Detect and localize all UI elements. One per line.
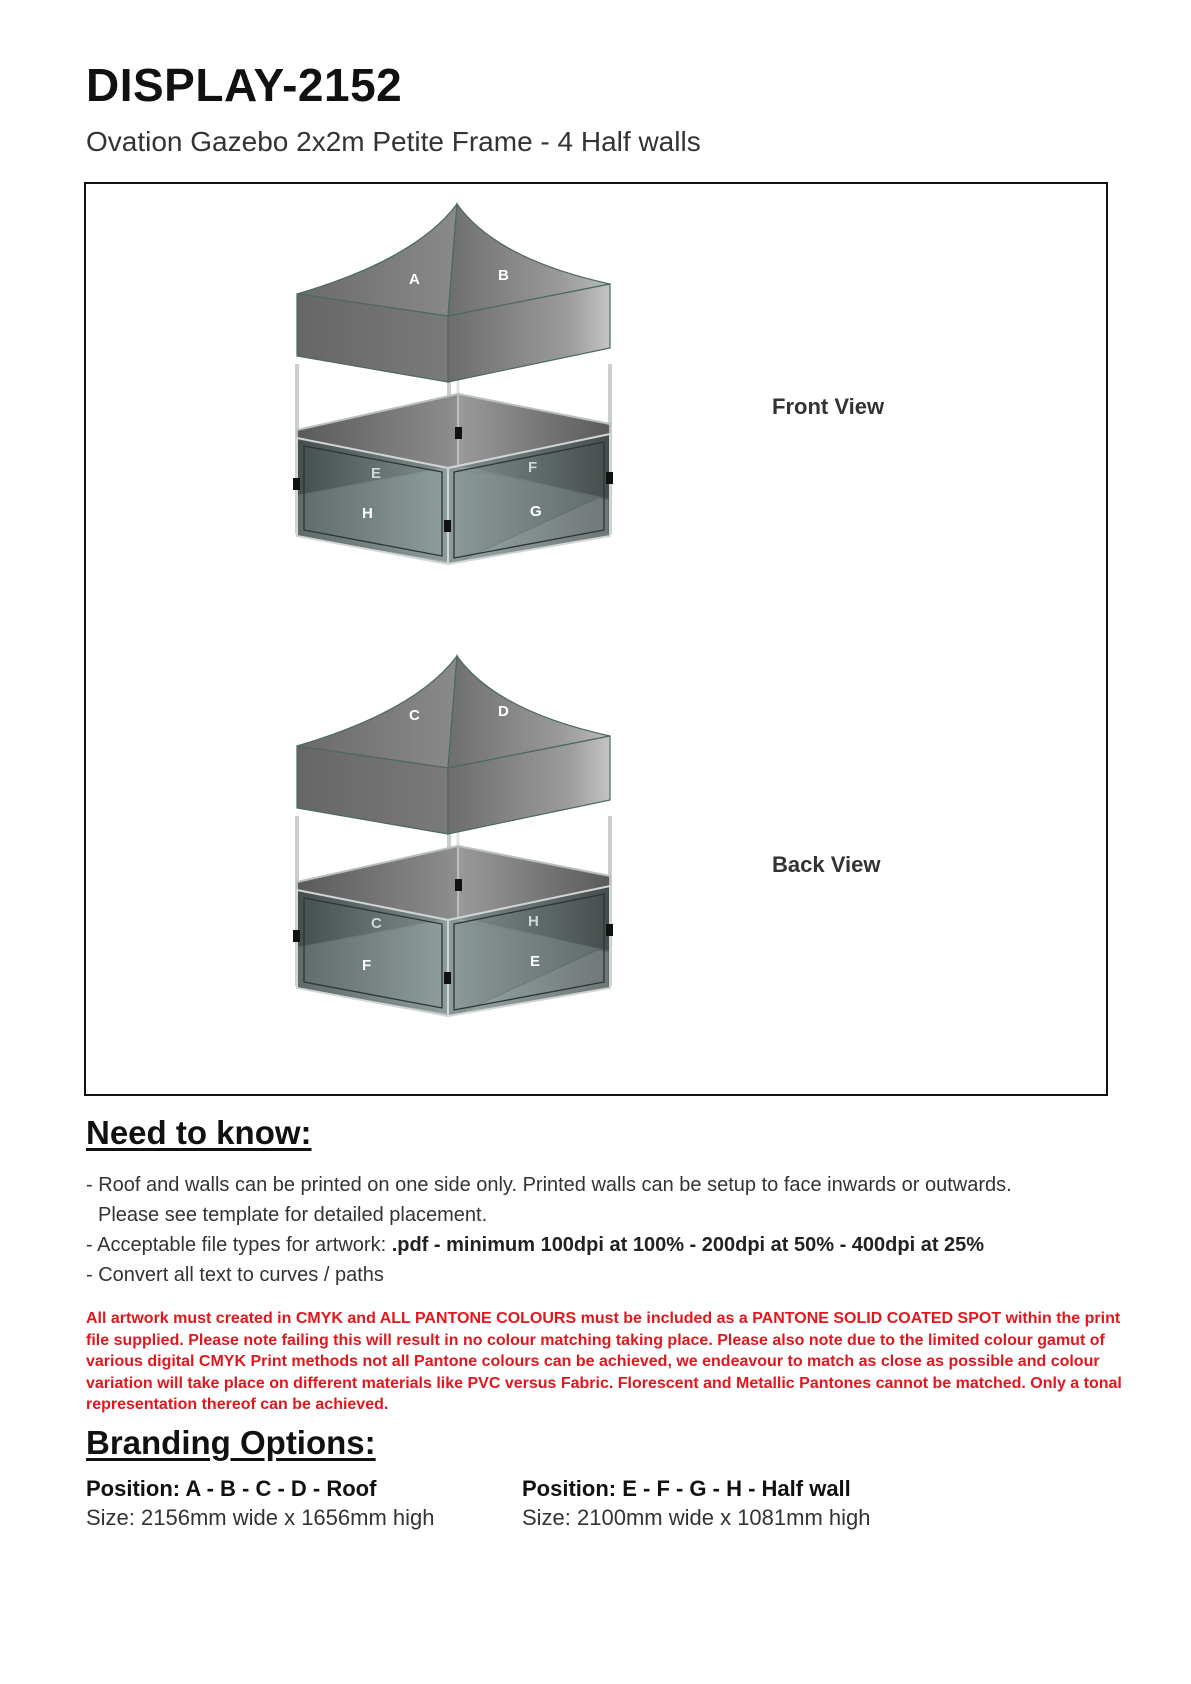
branding-options-heading: Branding Options:	[86, 1424, 376, 1461]
file-types-label: - Acceptable file types for artwork:	[86, 1234, 392, 1256]
list-item: Please see template for detailed placement.	[98, 1204, 488, 1226]
back-view-label: Back View	[772, 852, 881, 877]
wall-label-f: F	[528, 459, 538, 476]
list-item: - Roof and walls can be printed on one side only. Printed walls can be setup to face inwards or outwards.	[86, 1174, 1012, 1196]
back-wall-label-e: E	[530, 953, 541, 970]
wall-label-h: H	[362, 505, 373, 522]
pantone-warning: All artwork must created in CMYK and ALL PANTONE COLOURS must be included as a PANTONE SOLID COATED SPOT within the print file supplied. Please note failing this will result in no colour matching taking place. Please also note due to the limited colour gamut of various digital CMYK Print methods not all Pantone colours can be achieved, we endeavour to match as close as possible and colour variation will take place on different materials like PVC versus Fabric. Florescent and Metallic Pantones cannot be matched. Only a tonal representation thereof can be achieved.	[86, 1310, 1122, 1413]
wall-label-e: E	[371, 465, 382, 482]
front-gazebo	[293, 204, 613, 564]
list-item: - Convert all text to curves / paths	[86, 1264, 384, 1286]
roof-size: Size: 2156mm wide x 1656mm high	[86, 1505, 435, 1530]
need-to-know-list	[86, 1170, 1012, 1290]
document-subtitle: Ovation Gazebo 2x2m Petite Frame - 4 Half walls	[86, 126, 701, 157]
wall-position: Position: E - F - G - H - Half wall	[522, 1476, 851, 1501]
roof-label-a: A	[409, 271, 420, 288]
roof-position: Position: A - B - C - D - Roof	[86, 1476, 377, 1501]
document-title: DISPLAY-2152	[86, 59, 403, 111]
back-gazebo	[293, 656, 613, 1016]
roof-label-d: D	[498, 703, 509, 720]
back-wall-label-f: F	[362, 957, 372, 974]
need-to-know-heading: Need to know:	[86, 1114, 312, 1151]
front-view-label: Front View	[772, 394, 885, 419]
roof-label-c: C	[409, 707, 420, 724]
diagram-frame	[84, 182, 1108, 1096]
roof-label-b: B	[498, 267, 509, 284]
wall-label-g: G	[530, 503, 542, 520]
wall-size: Size: 2100mm wide x 1081mm high	[522, 1505, 871, 1530]
back-wall-label-c: C	[371, 915, 382, 932]
back-wall-label-h: H	[528, 913, 539, 930]
gazebo-diagram	[86, 184, 1106, 1094]
list-item	[86, 1230, 1012, 1260]
file-types-value: .pdf - minimum 100dpi at 100% - 200dpi at 50% - 400dpi at 25%	[391, 1234, 985, 1256]
